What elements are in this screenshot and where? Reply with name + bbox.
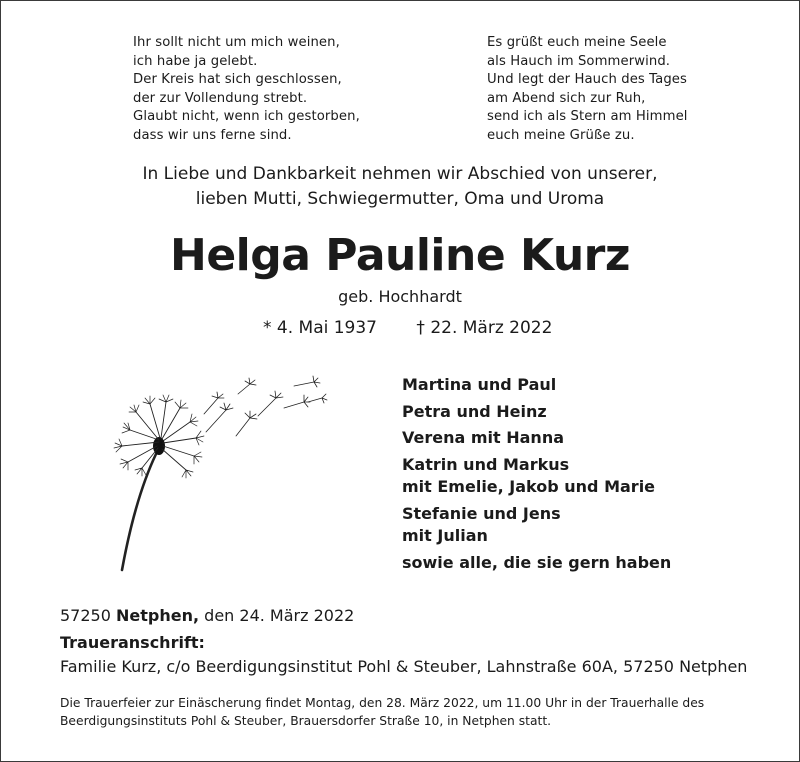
poem-line: der zur Vollendung strebt.: [133, 90, 308, 106]
intro-text: [0, 162, 800, 212]
place-date: [60, 605, 354, 627]
birth-name: geb. Hochhardt: [338, 287, 462, 306]
family-line: Katrin und Markus: [402, 454, 570, 474]
poem-line: am Abend sich zur Ruh,: [487, 90, 646, 106]
note-line: Beerdigungsinstituts Pohl & Steuber, Brauersdorfer Straße 10, in Netphen statt.: [60, 714, 552, 728]
poem-line: Ihr sollt nicht um mich weinen,: [133, 35, 340, 50]
poem-right: [487, 34, 688, 146]
family-entry: [402, 374, 671, 397]
deceased-name: Helga Pauline Kurz: [170, 230, 630, 281]
address-title: Traueranschrift:: [60, 633, 205, 652]
family-line: Petra und Heinz: [402, 401, 547, 421]
zip-code: 57250: [60, 606, 111, 625]
birth-date: * 4. Mai 1937: [263, 318, 378, 338]
family-line: sowie alle, die sie gern haben: [402, 552, 672, 572]
poem-line: ich habe ja gelebt.: [133, 53, 258, 69]
ceremony-note: [60, 694, 750, 730]
family-entry: [402, 427, 671, 450]
poem-line: Und legt der Hauch des Tages: [487, 72, 687, 88]
poem-line: send ich als Stern am Himmel: [487, 109, 688, 125]
poem-line: Glaubt nicht, wenn ich gestorben,: [133, 109, 360, 125]
notice-date: den 24. März 2022: [204, 606, 355, 625]
poem-line: euch meine Grüße zu.: [487, 127, 635, 143]
family-line: Verena mit Hanna: [402, 428, 564, 447]
poem-line: als Hauch im Sommerwind.: [487, 53, 671, 69]
family-line: mit Emelie, Jakob und Marie: [402, 477, 656, 496]
death-date: † 22. März 2022: [416, 318, 553, 338]
family-list: [402, 374, 671, 578]
intro-line: In Liebe und Dankbarkeit nehmen wir Abschied von unserer,: [142, 164, 658, 184]
family-line: Martina und Paul: [402, 375, 557, 394]
city: Netphen,: [116, 606, 200, 625]
family-line: Stefanie und Jens: [402, 503, 561, 523]
poem-line: Der Kreis hat sich geschlossen,: [133, 72, 342, 88]
family-entry: [402, 454, 671, 499]
family-entry: [402, 552, 671, 575]
dandelion-icon: [108, 372, 338, 572]
poem-left: [133, 34, 360, 146]
poem-line: dass wir uns ferne sind.: [133, 127, 292, 143]
family-entry: [402, 503, 671, 548]
family-line: mit Julian: [402, 526, 488, 545]
note-line: Die Trauerfeier zur Einäscherung findet Montag, den 28. März 2022, um 11.00 Uhr in der Trauerhalle des: [60, 696, 705, 710]
address-text: Familie Kurz, c/o Beerdigungsinstitut Pohl & Steuber, Lahnstraße 60A, 57250 Netphen: [60, 657, 748, 676]
family-entry: [402, 401, 671, 424]
life-dates: [263, 316, 552, 340]
poem-line: Es grüßt euch meine Seele: [487, 35, 667, 50]
intro-line: lieben Mutti, Schwiegermutter, Oma und Uroma: [195, 189, 605, 209]
